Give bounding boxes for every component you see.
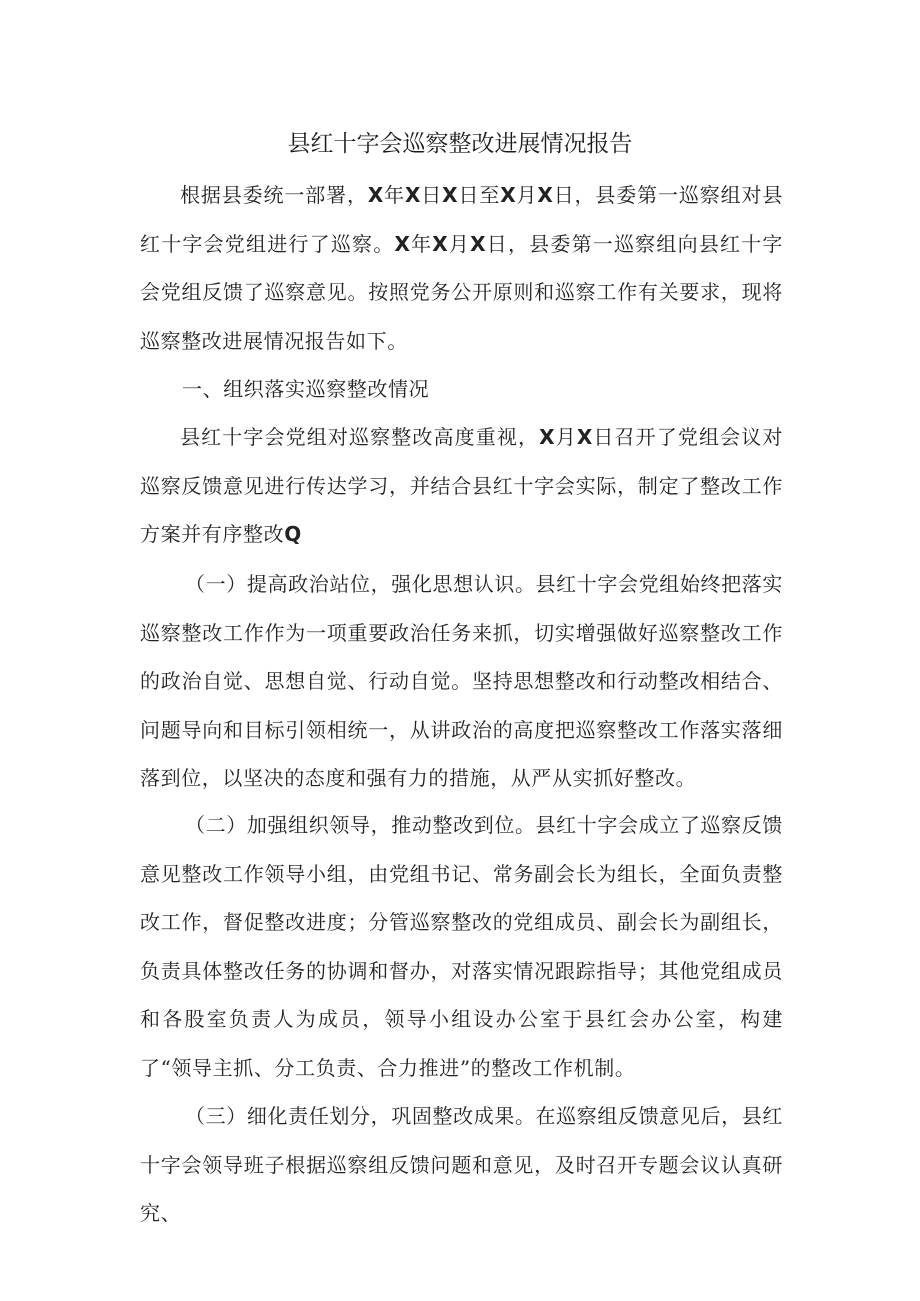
section1-intro-paragraph: 县红十字会党组对巡察整改高度重视，X月X日召开了党组会议对巡察反馈意见进行传达学习，并结合县红十字会实际，制定了整改工作方案并有序整改Q (140, 425, 783, 546)
intro-paragraph: 根据县委统一部署，X年X日X日至X月X日，县委第一巡察组对县红十字会党组进行了巡察。X年X月X日，县委第一巡察组向县红十字会党组反馈了巡察意见。按照党务公开原则和巡察工作有关要求，现将巡察整改进展情况报告如下。 (140, 183, 783, 353)
document-title: 县红十字会巡察整改进展情况报告 (287, 131, 633, 157)
item2-paragraph: （二）加强组织领导，推动整改到位。县红十字会成立了巡察反馈意见整改工作领导小组，由党组书记、常务副会长为组长，全面负责整改工作，督促整改进度；分管巡察整改的党组成员、副会长为副组长，负责具体整改任务的协调和督办，对落实情况跟踪指导；其他党组成员和各股室负责人为成员，领导小组设办公室于县红会办公室，构建了“领导主抓、分工负责、合力推进”的整改工作机制。 (140, 813, 783, 1080)
section1-heading: 一、组织落实巡察整改情况 (182, 377, 430, 401)
item1-paragraph: （一）提高政治站位，强化思想认识。县红十字会党组始终把落实巡察整改工作作为一项重要政治任务来抓，切实增强做好巡察整改工作的政治自觉、思想自觉、行动自觉。坚持思想整改和行动整改相结合、问题导向和目标引领相统一，从讲政治的高度把巡察整改工作落实落细落到位，以坚决的态度和强有力的措施，从严从实抓好整改。 (140, 572, 783, 790)
item3-paragraph: （三）细化责任划分，巩固整改成果。在巡察组反馈意见后，县红十字会领导班子根据巡察组反馈问题和意见，及时召开专题会议认真研究、 (140, 1104, 783, 1225)
